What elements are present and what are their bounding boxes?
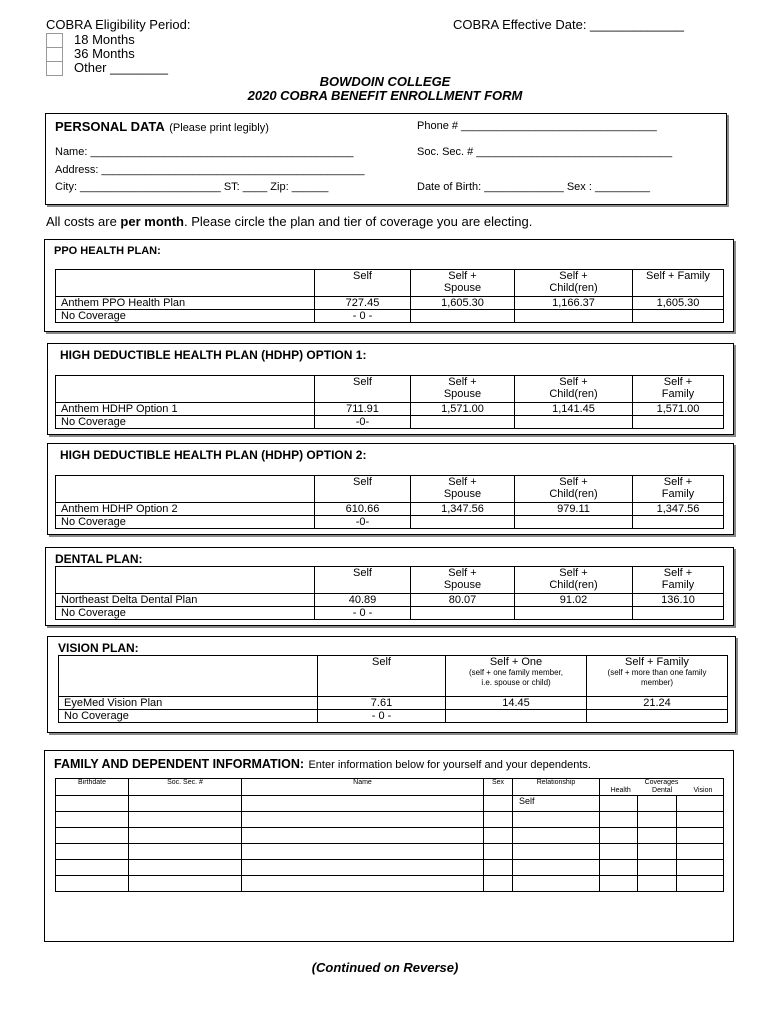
vision-header-one-label: Self + One <box>489 656 543 668</box>
college-name: BOWDOIN COLLEGE <box>319 74 451 89</box>
family-cell[interactable] <box>129 796 242 812</box>
hdhp1-heading: HIGH DEDUCTIBLE HEALTH PLAN (HDHP) OPTION 1: <box>60 348 367 362</box>
family-cell[interactable] <box>56 796 129 812</box>
family-col-ssn: Soc. Sec. # <box>129 779 242 796</box>
family-cell[interactable] <box>677 828 724 844</box>
ppo-blank-header <box>56 270 315 297</box>
ppo-no-coverage-value[interactable]: - 0 - <box>315 310 411 323</box>
family-cell[interactable] <box>484 796 513 812</box>
family-cell[interactable] <box>638 812 677 828</box>
family-cell[interactable] <box>600 812 638 828</box>
name-field[interactable]: Name: ___________________________________________ <box>55 146 354 158</box>
dob-sex-field[interactable]: Date of Birth: _____________ Sex : _________ <box>417 181 651 193</box>
personal-data-title: PERSONAL DATA <box>55 119 165 134</box>
hdhp1-no-coverage-value[interactable]: -0- <box>315 416 411 429</box>
option-other[interactable]: Other ________ <box>74 60 168 75</box>
vision-header-self: Self <box>318 656 446 697</box>
costs-intro <box>46 214 532 229</box>
vision-plan-name[interactable]: EyeMed Vision Plan <box>59 697 318 710</box>
dental-empty-3 <box>633 607 724 620</box>
family-cell[interactable] <box>129 812 242 828</box>
vision-header-family-label: Self + Family <box>625 656 689 668</box>
vision-empty-2 <box>587 710 728 723</box>
ppo-header-family: Self + Family <box>633 270 724 297</box>
hdhp1-empty-2 <box>515 416 633 429</box>
family-cell[interactable] <box>242 812 484 828</box>
vision-value-family[interactable]: 21.24 <box>587 697 728 710</box>
family-cell[interactable] <box>484 828 513 844</box>
family-cell[interactable] <box>513 812 600 828</box>
hdhp1-no-coverage[interactable]: No Coverage <box>56 416 315 429</box>
costs-intro-bold: per month <box>120 214 184 229</box>
vision-value-self[interactable]: 7.61 <box>318 697 446 710</box>
personal-data-note: (Please print legibly) <box>169 122 269 134</box>
ppo-table <box>55 269 724 323</box>
city-state-zip-field[interactable]: City: _______________________ ST: ____ Zip: ______ <box>55 181 329 193</box>
hdhp1-table <box>55 375 724 429</box>
vision-header-family <box>587 656 728 697</box>
coverages-subcols <box>600 787 723 795</box>
hdhp2-header-spouse: Self + Spouse <box>411 476 515 503</box>
ppo-header-self: Self <box>315 270 411 297</box>
family-cell[interactable] <box>513 860 600 876</box>
dental-value-family[interactable]: 136.10 <box>633 594 724 607</box>
vision-header-one <box>446 656 587 697</box>
ppo-heading: PPO HEALTH PLAN: <box>54 245 161 257</box>
family-cell[interactable] <box>484 812 513 828</box>
hdhp2-header-family: Self + Family <box>633 476 724 503</box>
family-cell[interactable] <box>638 860 677 876</box>
dental-no-coverage[interactable]: No Coverage <box>56 607 315 620</box>
family-cell[interactable] <box>600 844 638 860</box>
hdhp2-value-family[interactable]: 1,347.56 <box>633 503 724 516</box>
hdhp1-empty-3 <box>633 416 724 429</box>
ppo-empty-3 <box>633 310 724 323</box>
hdhp1-blank-header <box>56 376 315 403</box>
family-cell[interactable] <box>677 860 724 876</box>
ppo-value-spouse[interactable]: 1,605.30 <box>411 297 515 310</box>
option-18-months: 18 Months <box>74 32 135 47</box>
hdhp2-no-coverage[interactable]: No Coverage <box>56 516 315 529</box>
family-cell[interactable] <box>129 828 242 844</box>
form-title: 2020 COBRA BENEFIT ENROLLMENT FORM <box>247 88 523 103</box>
hdhp1-value-children[interactable]: 1,141.45 <box>515 403 633 416</box>
family-cell[interactable] <box>638 876 677 892</box>
hdhp2-value-self[interactable]: 610.66 <box>315 503 411 516</box>
hdhp2-header-children: Self + Child(ren) <box>515 476 633 503</box>
hdhp2-header-self: Self <box>315 476 411 503</box>
phone-field[interactable]: Phone # ________________________________ <box>417 120 657 132</box>
personal-data-heading <box>55 118 269 136</box>
hdhp1-header-children: Self + Child(ren) <box>515 376 633 403</box>
hdhp2-blank-header <box>56 476 315 503</box>
family-cell[interactable] <box>677 844 724 860</box>
family-cell[interactable] <box>242 796 484 812</box>
costs-intro-post: . Please circle the plan and tier of coverage you are electing. <box>183 214 533 229</box>
hdhp2-plan-name[interactable]: Anthem HDHP Option 2 <box>56 503 315 516</box>
family-col-name: Name <box>242 779 484 796</box>
family-cell[interactable] <box>677 876 724 892</box>
dental-value-spouse[interactable]: 80.07 <box>411 594 515 607</box>
family-cell[interactable] <box>129 844 242 860</box>
vision-header-one-note: (self + one family member, i.e. spouse or child) <box>468 668 564 687</box>
cobra-effective-date[interactable]: COBRA Effective Date: _____________ <box>453 17 685 32</box>
dental-header-family: Self + Family <box>633 567 724 594</box>
coverage-health-label: Health <box>610 787 631 794</box>
hdhp2-no-coverage-value[interactable]: -0- <box>315 516 411 529</box>
coverage-vision-label: Vision <box>693 787 713 794</box>
family-cell[interactable] <box>242 876 484 892</box>
ppo-value-family[interactable]: 1,605.30 <box>633 297 724 310</box>
family-cell[interactable] <box>638 796 677 812</box>
eligibility-label: COBRA Eligibility Period: <box>46 17 191 32</box>
vision-empty-1 <box>446 710 587 723</box>
family-col-coverages <box>600 779 724 796</box>
ppo-value-children[interactable]: 1,166.37 <box>515 297 633 310</box>
hdhp1-header-self: Self <box>315 376 411 403</box>
ppo-empty-2 <box>515 310 633 323</box>
hdhp2-empty-1 <box>411 516 515 529</box>
family-cell[interactable] <box>677 812 724 828</box>
dental-empty-1 <box>411 607 515 620</box>
ppo-header-spouse: Self + Spouse <box>411 270 515 297</box>
hdhp1-value-spouse[interactable]: 1,571.00 <box>411 403 515 416</box>
family-cell[interactable] <box>600 876 638 892</box>
checkbox-18-months[interactable] <box>46 33 63 48</box>
dental-header-children: Self + Child(ren) <box>515 567 633 594</box>
dental-header-self: Self <box>315 567 411 594</box>
hdhp2-table <box>55 475 724 529</box>
family-cell[interactable] <box>513 828 600 844</box>
ppo-header-children: Self + Child(ren) <box>515 270 633 297</box>
family-cell[interactable] <box>484 844 513 860</box>
ppo-no-coverage[interactable]: No Coverage <box>56 310 315 323</box>
family-cell[interactable] <box>242 828 484 844</box>
continued-footer: (Continued on Reverse) <box>311 960 459 975</box>
hdhp1-plan-name[interactable]: Anthem HDHP Option 1 <box>56 403 315 416</box>
family-table <box>55 778 724 892</box>
family-col-relationship: Relationship <box>513 779 600 796</box>
family-cell[interactable] <box>242 844 484 860</box>
family-cell[interactable] <box>677 796 724 812</box>
hdhp1-value-family[interactable]: 1,571.00 <box>633 403 724 416</box>
hdhp1-value-self[interactable]: 711.91 <box>315 403 411 416</box>
dental-value-children[interactable]: 91.02 <box>515 594 633 607</box>
address-field[interactable]: Address: ___________________________________________ <box>55 164 365 176</box>
dental-no-coverage-value[interactable]: - 0 - <box>315 607 411 620</box>
family-cell[interactable] <box>484 860 513 876</box>
family-cell[interactable] <box>56 812 129 828</box>
ppo-plan-name[interactable]: Anthem PPO Health Plan <box>56 297 315 310</box>
family-cell[interactable] <box>600 860 638 876</box>
family-col-birthdate: Birthdate <box>56 779 129 796</box>
vision-value-one[interactable]: 14.45 <box>446 697 587 710</box>
ppo-value-self[interactable]: 727.45 <box>315 297 411 310</box>
vision-table <box>58 655 728 723</box>
dental-blank-header <box>56 567 315 594</box>
checkbox-36-months[interactable] <box>46 47 63 62</box>
family-cell[interactable] <box>129 876 242 892</box>
hdhp1-empty-1 <box>411 416 515 429</box>
vision-no-coverage-value[interactable]: - 0 - <box>318 710 446 723</box>
dental-heading: DENTAL PLAN: <box>55 552 143 566</box>
option-36-months: 36 Months <box>74 46 135 61</box>
hdhp2-empty-3 <box>633 516 724 529</box>
family-heading-line <box>54 755 591 773</box>
family-col-sex: Sex <box>484 779 513 796</box>
dental-plan-name[interactable]: Northeast Delta Dental Plan <box>56 594 315 607</box>
hdhp2-heading: HIGH DEDUCTIBLE HEALTH PLAN (HDHP) OPTION 2: <box>60 448 367 462</box>
vision-heading: VISION PLAN: <box>58 641 139 655</box>
dental-table <box>55 566 724 620</box>
family-cell[interactable] <box>56 844 129 860</box>
hdhp1-header-spouse: Self + Spouse <box>411 376 515 403</box>
hdhp2-empty-2 <box>515 516 633 529</box>
family-cell[interactable] <box>600 828 638 844</box>
dental-value-self[interactable]: 40.89 <box>315 594 411 607</box>
family-cell[interactable] <box>638 844 677 860</box>
family-cell[interactable] <box>600 796 638 812</box>
family-cell[interactable] <box>513 876 600 892</box>
vision-blank-header <box>59 656 318 697</box>
family-heading: FAMILY AND DEPENDENT INFORMATION: <box>54 757 305 771</box>
family-note: Enter information below for yourself and your dependents. <box>308 759 591 771</box>
ssn-field[interactable]: Soc. Sec. # ________________________________ <box>417 146 673 158</box>
family-relationship-self: Self <box>513 796 600 812</box>
vision-no-coverage[interactable]: No Coverage <box>59 710 318 723</box>
family-cell[interactable] <box>56 876 129 892</box>
costs-intro-pre: All costs are <box>46 214 121 229</box>
family-cell[interactable] <box>638 828 677 844</box>
coverage-dental-label: Dental <box>652 787 673 794</box>
vision-header-family-note: (self + more than one family member) <box>607 668 707 687</box>
dental-header-spouse: Self + Spouse <box>411 567 515 594</box>
family-cell[interactable] <box>484 876 513 892</box>
hdhp1-header-family: Self + Family <box>633 376 724 403</box>
coverages-label: Coverages <box>644 779 679 786</box>
ppo-empty-1 <box>411 310 515 323</box>
hdhp2-value-spouse[interactable]: 1,347.56 <box>411 503 515 516</box>
family-cell[interactable] <box>56 860 129 876</box>
family-cell[interactable] <box>513 844 600 860</box>
family-cell[interactable] <box>242 860 484 876</box>
family-cell[interactable] <box>129 860 242 876</box>
family-cell[interactable] <box>56 828 129 844</box>
dental-empty-2 <box>515 607 633 620</box>
hdhp2-value-children[interactable]: 979.11 <box>515 503 633 516</box>
